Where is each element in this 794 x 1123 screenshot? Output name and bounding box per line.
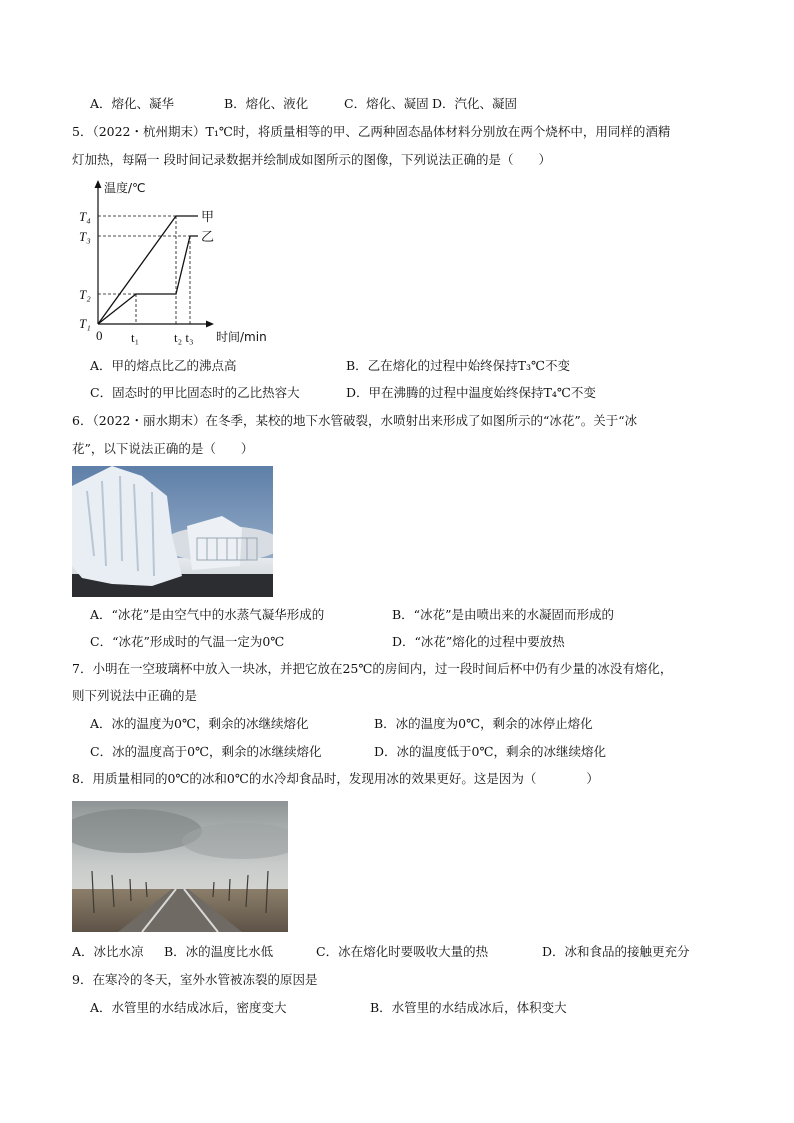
q8-option-d: D．冰和食品的接触更充分: [542, 944, 690, 959]
q7-stem-line1: 7．小明在一空玻璃杯中放入一块冰，并把它放在25℃的房间内，过一段时间后杯中仍有少量的冰没有熔化，: [72, 661, 673, 676]
label-jia: 甲: [201, 210, 215, 225]
q5-stem-line2: 灯加热，每隔一 段时间记录数据并绘制成如图所示的图像，下列说法正确的是（ ）: [72, 152, 551, 167]
railway-photo: [72, 801, 288, 932]
q6-option-d: D．“冰花”熔化的过程中要放热: [392, 634, 565, 649]
q4-option-d: D．汽化、凝固: [432, 96, 518, 111]
q5-option-d: D．甲在沸腾的过程中温度始终保持T₄℃不变: [346, 385, 596, 400]
q5-option-a: A．甲的熔点比乙的沸点高: [90, 358, 237, 373]
y-axis-arrow: [95, 180, 102, 188]
q7-option-c: C．冰的温度高于0℃，剩余的冰继续熔化: [90, 744, 322, 759]
q8-stem-line1: 8．用质量相同的0℃的冰和0℃的水冷却食品时，发现用冰的效果更好。这是因为（ ）: [72, 771, 599, 786]
tick-t1-x: t₁: [131, 330, 140, 345]
q7-stem-line2: 则下列说法中正确的是: [72, 688, 198, 703]
q5-temperature-graph: [76, 178, 296, 348]
origin-label: 0: [96, 328, 103, 343]
y-axis-title: 温度/℃: [104, 181, 146, 195]
q6-option-b: B．“冰花”是由喷出来的水凝固而形成的: [392, 607, 614, 622]
tick-t3: T₃: [79, 229, 91, 244]
tick-t1: T₁: [79, 316, 91, 331]
tick-t2t3-x: t₂ t₃: [174, 330, 194, 345]
q8-option-b: B．冰的温度比水低: [164, 944, 274, 959]
q9-option-a: A．水管里的水结成冰后，密度变大: [90, 1000, 287, 1015]
tick-t2: T₂: [79, 287, 91, 302]
q9-stem-line1: 9．在寒冷的冬天，室外水管被冻裂的原因是: [72, 972, 318, 987]
curve-yi: [98, 236, 198, 324]
q8-option-a: A．冰比水凉: [72, 944, 144, 959]
q7-option-b: B．冰的温度为0℃，剩余的冰停止熔化: [374, 716, 593, 731]
q6-option-a: A．“冰花”是由空气中的水蒸气凝华形成的: [90, 607, 325, 622]
curve-jia: [98, 216, 198, 324]
tick-t4: T₄: [79, 209, 91, 224]
q7-option-a: A．冰的温度为0℃，剩余的冰继续熔化: [90, 716, 309, 731]
q4-option-b: B．熔化、液化: [224, 96, 309, 111]
q5-stem-line1: 5．（2022・杭州期末）T₁℃时，将质量相等的甲、乙两种固态晶体材料分别放在两个烧杯中，用同样的酒精: [72, 124, 671, 139]
q8-option-c: C．冰在熔化时要吸收大量的热: [316, 944, 489, 959]
ice-flower-photo: [72, 466, 273, 597]
x-axis-arrow: [206, 321, 214, 328]
q6-option-c: C．“冰花”形成时的气温一定为0℃: [90, 634, 285, 649]
q6-stem-line2: 花”，以下说法正确的是（ ）: [72, 441, 254, 456]
q5-option-b: B．乙在熔化的过程中始终保持T₃℃不变: [346, 358, 571, 373]
q9-option-b: B．水管里的水结成冰后，体积变大: [370, 1000, 567, 1015]
q7-option-d: D．冰的温度低于0℃，剩余的冰继续熔化: [374, 744, 606, 759]
q4-option-a: A．熔化、凝华: [90, 96, 175, 111]
q6-stem-line1: 6．（2022・丽水期末）在冬季，某校的地下水管破裂，水喷射出来形成了如图所示的“冰花”。关于“冰: [72, 413, 638, 428]
q5-option-c: C．固态时的甲比固态时的乙比热容大: [90, 385, 300, 400]
label-yi: 乙: [201, 230, 215, 245]
x-axis-title: 时间/min: [216, 330, 267, 344]
q4-option-c: C．熔化、凝固: [344, 96, 429, 111]
